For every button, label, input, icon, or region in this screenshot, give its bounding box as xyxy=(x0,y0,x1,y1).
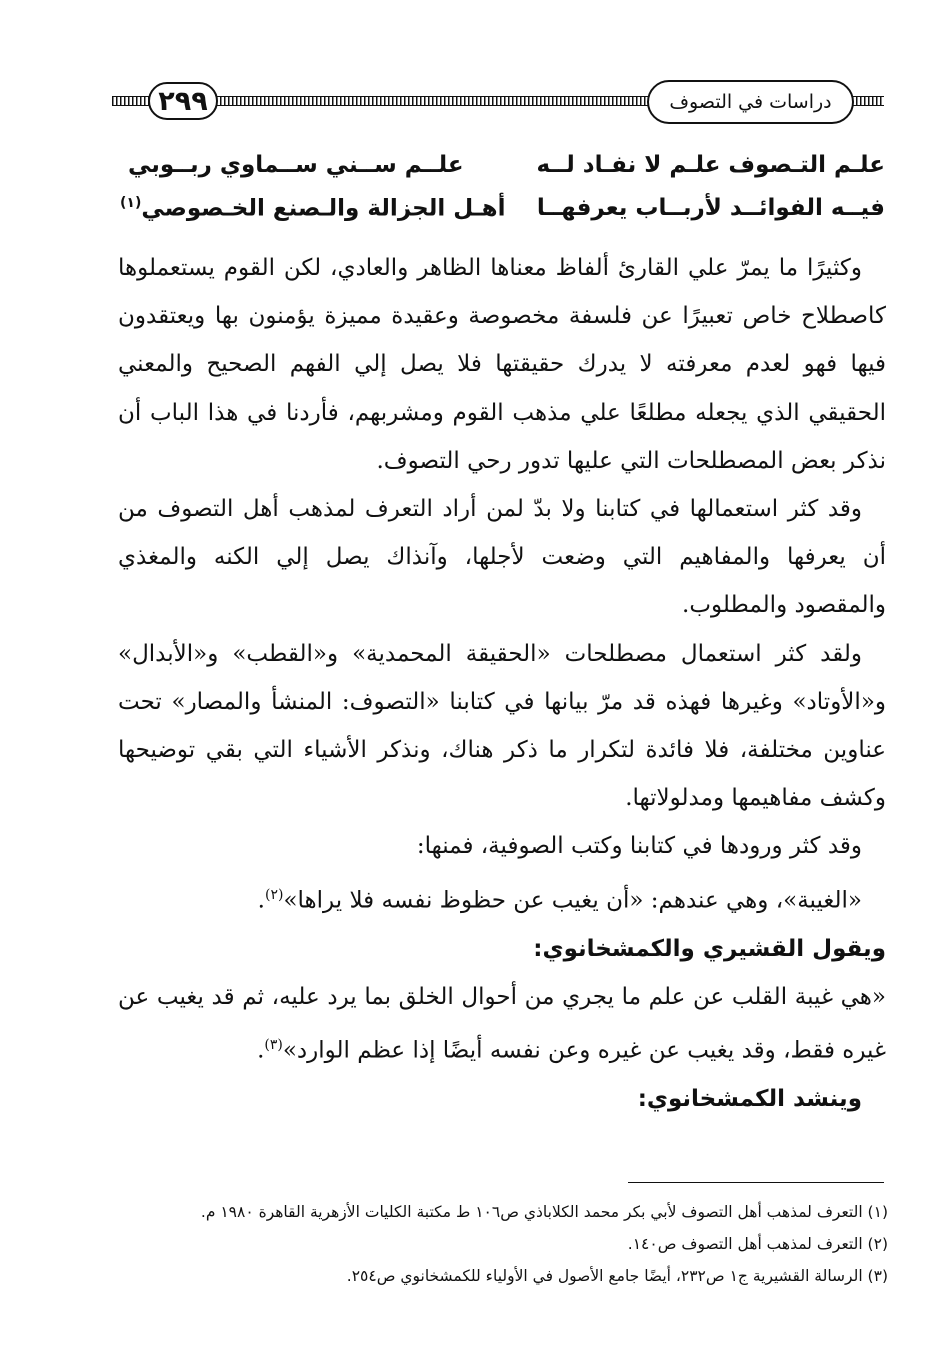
paragraph-3: ولقد كثر استعمال مصطلحات «الحقيقة المحمدية» و«القطب» و«الأبدال» و«الأوتاد» وغيرها فهذه قد مرّ بيانها في كتابنا «التصوف: المنشأ والمصار» تحت عناوين مختلفة، فلا فائدة لتكرار ما ذكر هناك، ونذكر الأشياء التي بقي توضيحها وكشف مفاهيمها ومدلولاتها. xyxy=(118,640,886,812)
paragraph-7-quote xyxy=(118,973,886,1075)
poem-line2-second-hemistich xyxy=(120,195,505,222)
paragraph-2: وقد كثر استعمالها في كتابنا ولا بدّ لمن أراد التعرف لمذهب أهل التصوف من أن يعرفها والمفاهيم التي وضعت لأجلها، وآنذاك يصل إلي الكنه والمغذي والمقصود والمطلوب. xyxy=(118,496,886,619)
poem-line2-second-text: أهـل الجزالة والـصنع الخـصوصي xyxy=(141,195,506,222)
paragraph-4: وقد كثر ورودها في كتابنا وكتب الصوفية، فمنها: xyxy=(416,833,862,860)
footnotes xyxy=(118,1196,888,1292)
paragraph-1: وكثيرًا ما يمرّ علي القارئ ألفاظ معناها الظاهر والعادي، لكن القوم يستعملوها كاصطلاح خاص تعبيرًا عن فلسفة مخصوصة وعقيدة مميزة يؤمنون بها ويعتقدون فيها فهو لعدم معرفته لا يدرك حقيقتها فلا يصل إلي الفهم الصحيح والمعني الحقيقي الذي يجعله مطلعًا علي مذهب القوم ومشربهم، فأردنا في هذا الباب أن نذكر بعض المصطلحات التي عليها تدور رحي التصوف. xyxy=(118,255,886,474)
running-title: دراسات في التصوف xyxy=(647,80,854,124)
paragraph-5 xyxy=(118,871,886,925)
footnote-reference-2: (٢) xyxy=(264,886,284,903)
page-number: ٢٩٩ xyxy=(148,82,218,120)
poem-line1-second-hemistich: علــم ســني ســماوي ربــوبي xyxy=(128,152,464,178)
poem-line2-first-hemistich: فيــه الفوائــد لأربــاب يعرفهــا xyxy=(536,195,885,221)
paragraph-5-text: «الغيبة»، وهي عندهم: «أن يغيب عن حظوظ نفسه فلا يراها» xyxy=(283,887,862,914)
paragraph-5-end: . xyxy=(257,887,265,914)
footnote-reference-3: (٣) xyxy=(264,1036,283,1053)
paragraph-8-heading: وينشد الكمشخانوي: xyxy=(637,1085,862,1112)
page-header xyxy=(112,74,884,130)
footnote-3: (٣) الرسالة القشيرية ج١ ص٢٣٢، أيضًا جامع الأصول في الأولياء للكمشخانوي ص٢٥٤. xyxy=(346,1267,888,1285)
paragraph-7-end: . xyxy=(257,1037,265,1064)
body-text xyxy=(118,244,886,1123)
poem-line1-first-hemistich: علـم التـصوف علـم لا نفـاد لــه xyxy=(536,152,885,178)
footnote-separator xyxy=(628,1182,884,1183)
footnote-reference-1: (١) xyxy=(120,195,142,211)
footnote-1: (١) التعرف لمذهب أهل التصوف لأبي بكر محمد الكلاباذي ص١٠٦ ط مكتبة الكليات الأزهرية القاهرة ١٩٨٠ م. xyxy=(200,1203,888,1221)
footnote-2: (٢) التعرف لمذهب أهل التصوف ص١٤٠. xyxy=(627,1235,888,1253)
paragraph-6-heading: ويقول القشيري والكمشخانوي: xyxy=(533,935,886,962)
paragraph-7-text: «هي غيبة القلب عن علم ما يجري من أحوال الخلق بما يرد عليه، ثم قد يغيب عن غيره فقط، وقد يغيب عن غيره وعن نفسه أيضًا إذا عظم الوارد» xyxy=(118,983,886,1064)
